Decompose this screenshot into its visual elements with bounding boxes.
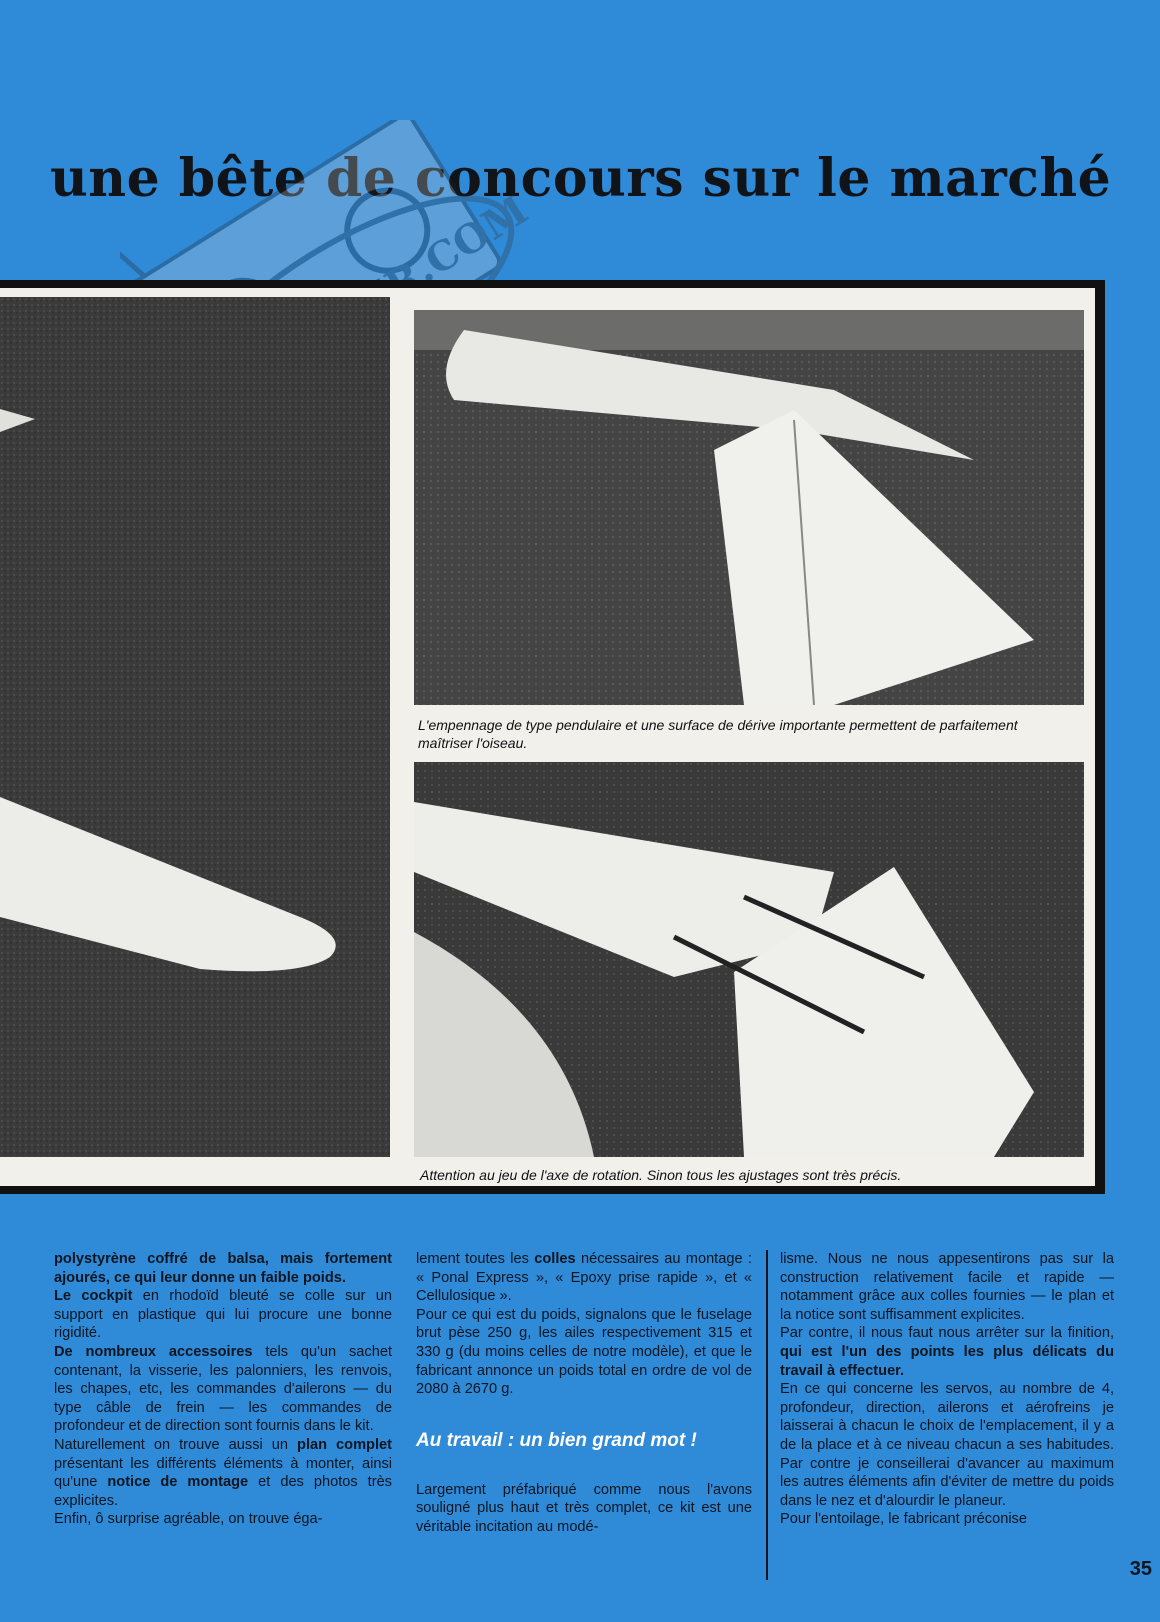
paragraph: Pour l'entoilage, le fabricant préconise	[780, 1511, 1027, 1528]
paragraph	[54, 1250, 392, 1287]
text: lement toutes les	[416, 1251, 535, 1267]
column-rule	[766, 1250, 768, 1580]
text: et des photos très explicites.	[54, 1474, 392, 1509]
text: Enfin, ô surprise agréable, on trouve éga-	[54, 1511, 323, 1528]
paragraph	[416, 1250, 752, 1306]
paragraph: En ce qui concerne les servos, au nombre de 4, profondeur, direction, ailerons et aérofreins je laisserai à chacun le choix de l'emplacement, il y a de la place et à ce niveau chacun a ses habitudes. Par contre je conseillerai d'avancer au maximum les autres éléments afin d'éviter de mettre du poids dans le nez et d'alourdir le planeur.	[780, 1381, 1114, 1509]
caption-top: L'empennage de type pendulaire et une surface de dérive importante permettent de parfaitement maîtriser l'oiseau.	[418, 717, 1018, 751]
section-subhead: Au travail : un bien grand mot !	[416, 1429, 697, 1451]
paragraph	[54, 1510, 392, 1529]
page-number: 35	[1129, 1558, 1152, 1580]
text: nécessaires au montage : « Ponal Express », « Epoxy prise rapide », et « Cellulosique ».	[416, 1251, 752, 1305]
photo-tail-bottom	[414, 762, 1084, 1157]
bold-text: notice de montage	[107, 1474, 249, 1491]
paragraph: Pour ce qui est du poids, signalons que le fuselage brut pèse 250 g, les ailes respectivement 315 et 330 g (du moins celles de notre modèle), et que le fabricant annonce un poids total en ordre de vol de 2080 à 2670 g.	[416, 1306, 752, 1398]
body-column-3	[780, 1250, 1114, 1529]
photo-tail-top	[414, 310, 1084, 705]
paragraph	[54, 1287, 392, 1343]
text: tels qu'un sachet contenant, la visserie, les palonniers, les renvois, les chapes, etc, les commandes d'ailerons — du type câble de frein — les commandes de profondeur et de direction sont fournis dans le kit.	[54, 1343, 392, 1435]
text: Par contre, il nous faut nous arrêter sur la finition,	[780, 1325, 1114, 1342]
headline: une bête de concours sur le marché	[50, 148, 1112, 209]
photo-band-border	[1095, 280, 1105, 1194]
body-column-2	[416, 1250, 752, 1537]
bold-text: polystyrène coffré de balsa, mais fortement ajourés, ce qui leur donne un faible poids.	[54, 1251, 392, 1286]
text: en rhodoïd bleuté se colle sur un support en plastique qui lui procure une bonne rigidité.	[54, 1288, 392, 1342]
bold-text: plan complet	[297, 1436, 392, 1453]
paragraph	[54, 1343, 392, 1436]
paragraph	[54, 1436, 392, 1510]
paragraph: lisme. Nous ne nous appesentirons pas sur la construction relativement facile et rapide — notamment grâce aux colles fournies — le plan et la notice sont suffisamment explicites.	[780, 1251, 1114, 1323]
bold-text: Le cockpit	[54, 1288, 133, 1305]
paragraph: Largement préfabriqué comme nous l'avons souligné plus haut et très complet, ce kit est une véritable incitation au modé-	[416, 1481, 752, 1535]
paragraph	[780, 1324, 1114, 1380]
bold-text: colles	[534, 1251, 576, 1267]
photo-wing	[0, 297, 390, 1157]
text: Naturellement on trouve aussi un	[54, 1436, 298, 1453]
bold-text: qui est l'un des points les plus délicats du travail à effectuer.	[780, 1343, 1114, 1379]
caption-bottom: Attention au jeu de l'axe de rotation. Sinon tous les ajustages sont très précis.	[420, 1167, 902, 1183]
text: présentant les différents éléments à monter, ainsi qu'une	[54, 1455, 392, 1491]
body-column-1	[54, 1250, 392, 1529]
bold-text: De nombreux accessoires	[54, 1343, 253, 1360]
